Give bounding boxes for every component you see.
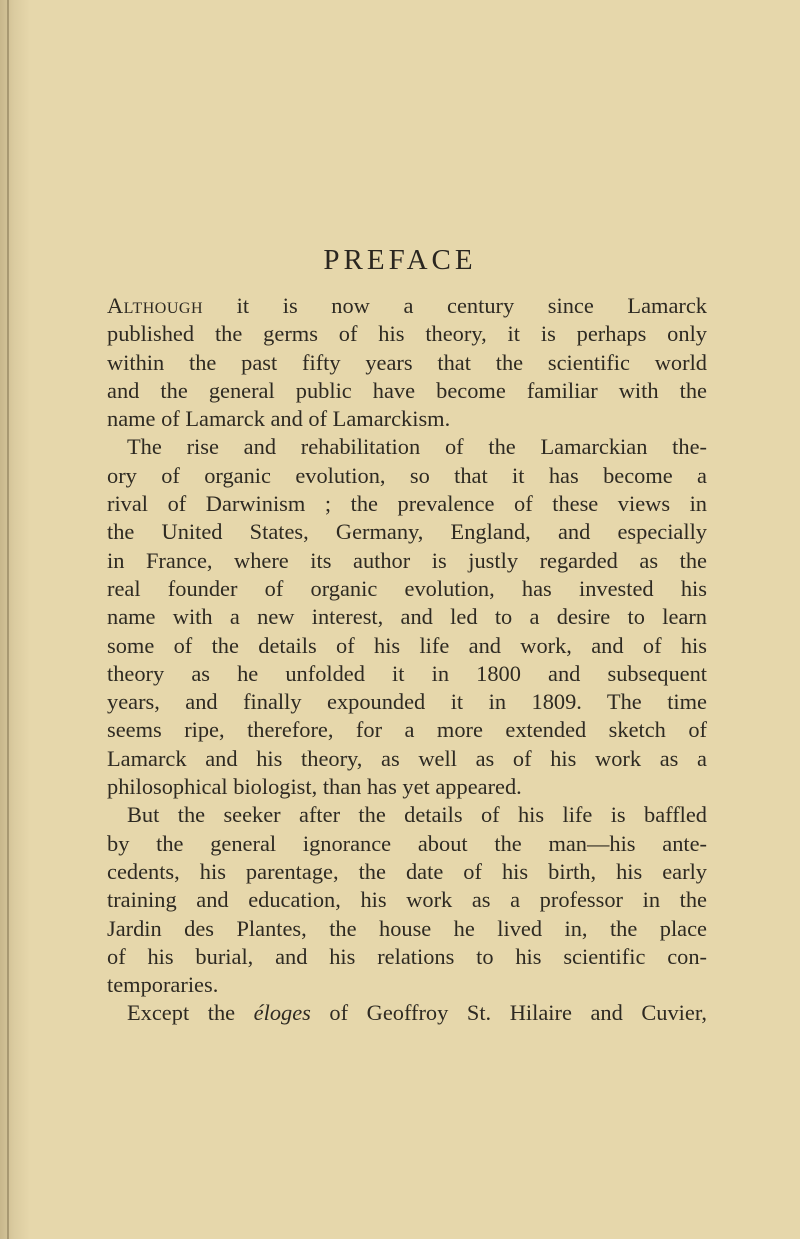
text-line-13: some of the details of his life and work, and of his bbox=[107, 632, 707, 658]
text-line-24: of his burial, and his relations to his scientific con- bbox=[107, 943, 707, 969]
text-line-26-pre: Except the bbox=[127, 1000, 254, 1026]
text-line-20: by the general ignorance about the man—his ante- bbox=[107, 830, 707, 856]
text-line-4: and the general public have become familiar with the bbox=[107, 377, 707, 403]
text-line-12: name with a new interest, and led to a desire to learn bbox=[107, 604, 707, 630]
text-line-22: training and education, his work as a professor in the bbox=[107, 887, 707, 913]
text-line-19: But the seeker after the details of his life is baffled bbox=[127, 802, 707, 828]
text-line-1 bbox=[107, 292, 707, 320]
text-line-8: rival of Darwinism ; the prevalence of these views in bbox=[107, 491, 707, 517]
page-title: PREFACE bbox=[323, 244, 477, 276]
preface-body bbox=[107, 292, 707, 1028]
text-line-17: Lamarck and his theory, as well as of his work as a bbox=[107, 745, 707, 771]
text-line-15: years, and finally expounded it in 1809. The time bbox=[107, 689, 707, 715]
text-line-11: real founder of organic evolution, has invested his bbox=[107, 575, 707, 601]
text-line-21: cedents, his parentage, the date of his birth, his early bbox=[107, 858, 707, 884]
text-line-7: ory of organic evolution, so that it has become a bbox=[107, 462, 707, 488]
text-line-18: philosophical biologist, than has yet appeared. bbox=[107, 774, 522, 800]
text-line-3: within the past fifty years that the scientific world bbox=[107, 349, 707, 375]
text-line-14: theory as he unfolded it in 1800 and subsequent bbox=[107, 660, 707, 686]
text-line-1-rest: it is now a century since Lamarck bbox=[203, 293, 707, 318]
italic-eloges: éloges bbox=[253, 1000, 311, 1026]
text-line-26 bbox=[107, 999, 707, 1027]
binding-shadow bbox=[7, 0, 9, 1239]
text-line-2: published the germs of his theory, it is perhaps only bbox=[107, 321, 707, 347]
text-line-26-post: of Geoffroy St. Hilaire and Cuvier, bbox=[310, 1000, 707, 1026]
text-line-5: name of Lamarck and of Lamarckism. bbox=[107, 406, 451, 432]
small-caps-lead: Although bbox=[107, 293, 204, 318]
text-line-10: in France, where its author is justly regarded as the bbox=[107, 547, 707, 573]
text-line-9: the United States, Germany, England, and especially bbox=[107, 519, 707, 545]
text-line-23: Jardin des Plantes, the house he lived in, the place bbox=[107, 915, 707, 941]
text-line-16: seems ripe, therefore, for a more extended sketch of bbox=[107, 717, 707, 743]
text-line-6: The rise and rehabilitation of the Lamarckian the- bbox=[127, 434, 707, 460]
text-line-25: temporaries. bbox=[107, 972, 219, 998]
